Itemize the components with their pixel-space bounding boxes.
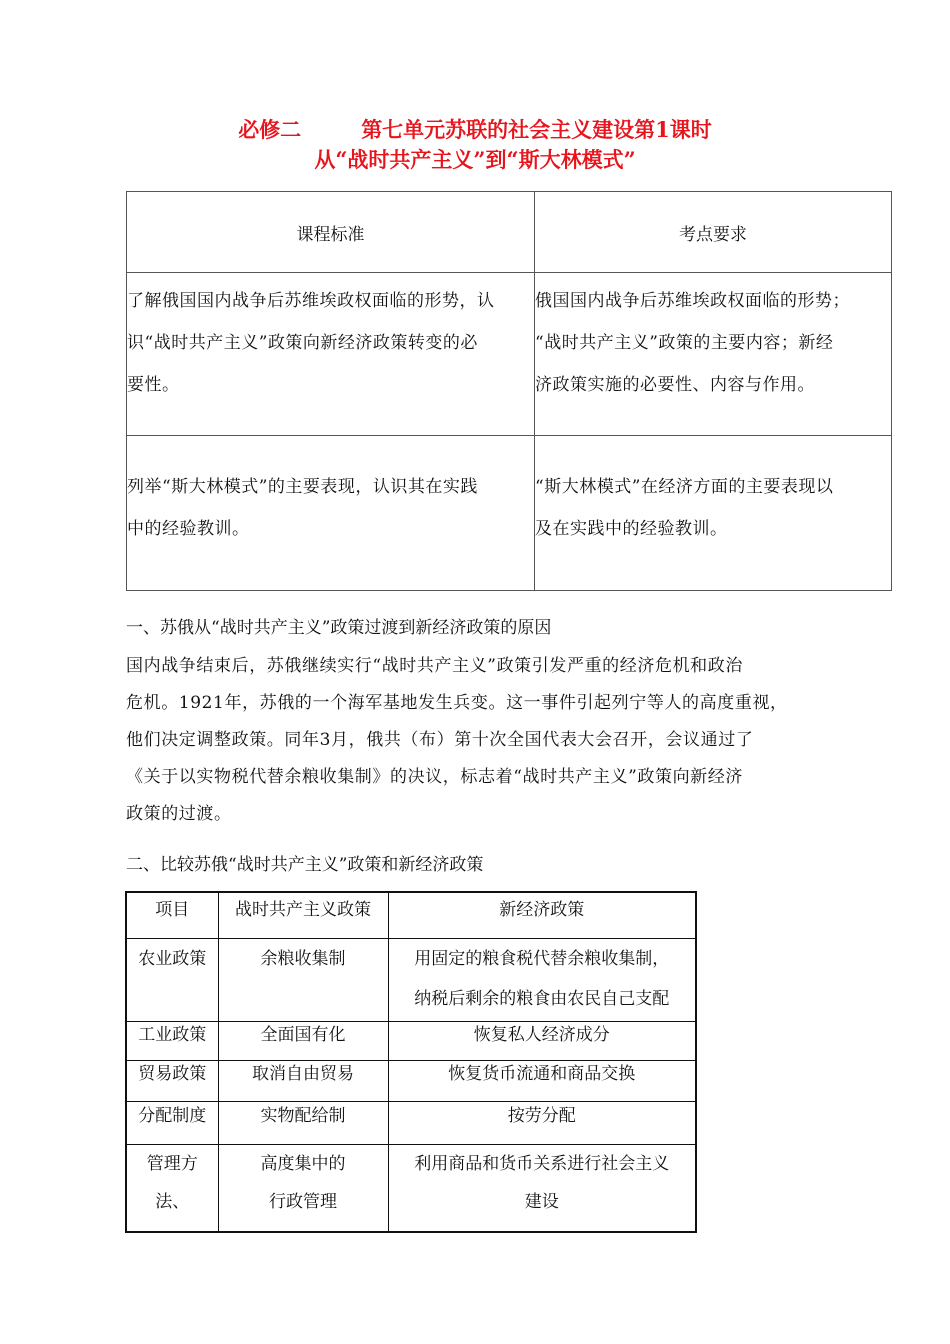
nep-line: 纳税后剩余的粮食由农民自己支配	[414, 989, 670, 1009]
paragraph-line: 危机。1921年，苏俄的一个海军基地发生兵变。这一事件引起列宁等人的高度重视，	[126, 693, 788, 713]
nep-line: 利用商品和货币关系进行社会主义	[414, 1154, 670, 1174]
row-item: 贸易政策	[126, 1061, 218, 1102]
section1-paragraph	[126, 648, 826, 833]
comparison-table	[125, 891, 697, 1233]
row-war-communism: 取消自由贸易	[218, 1061, 388, 1102]
standards-header-requirement: 考点要求	[535, 192, 892, 273]
section1-heading: 一、苏俄从“战时共产主义”政策过渡到新经济政策的原因	[126, 618, 552, 638]
row-item: 分配制度	[126, 1102, 218, 1145]
paragraph-line: 国内战争结束后，苏俄继续实行“战时共产主义”政策引发严重的经济危机和政治	[126, 656, 743, 676]
standards-header-row	[127, 192, 892, 273]
requirement-text-line: 俄国国内战争后苏维埃政权面临的形势；	[535, 291, 850, 311]
standards-cell-standard	[127, 436, 535, 591]
requirement-text-line: “斯大林模式”在经济方面的主要表现以	[535, 477, 834, 497]
row-war-communism	[218, 1145, 388, 1233]
document-title-line1	[0, 115, 950, 145]
standards-row	[127, 436, 892, 591]
row-item: 工业政策	[126, 1022, 218, 1061]
standards-header-standard: 课程标准	[127, 192, 535, 273]
row-nep: 按劳分配	[388, 1102, 696, 1145]
standards-cell-standard	[127, 273, 535, 436]
nep-line: 用固定的粮食税代替余粮收集制，	[414, 949, 670, 969]
comparison-row	[126, 1145, 696, 1233]
war-line: 高度集中的	[260, 1154, 346, 1174]
row-war-communism: 余粮收集制	[218, 939, 388, 1022]
paragraph-line: 政策的过渡。	[126, 804, 232, 824]
standards-text-line: 列举“斯大林模式”的主要表现，认识其在实践	[127, 477, 478, 497]
header-nep: 新经济政策	[388, 892, 696, 939]
standards-cell-requirement	[535, 273, 892, 436]
item-line: 管理方	[146, 1154, 198, 1174]
row-war-communism: 全面国有化	[218, 1022, 388, 1061]
comparison-row	[126, 1102, 696, 1145]
standards-text-line: 了解俄国国内战争后苏维埃政权面临的形势，认	[127, 291, 495, 311]
comparison-row	[126, 1061, 696, 1102]
row-nep	[388, 939, 696, 1022]
comparison-header-row	[126, 892, 696, 939]
header-item: 项目	[126, 892, 218, 939]
standards-table	[126, 191, 892, 591]
requirement-text-line: “战时共产主义”政策的主要内容；新经	[535, 333, 834, 353]
standards-text-line: 中的经验教训。	[127, 519, 250, 539]
section2-heading: 二、比较苏俄“战时共产主义”政策和新经济政策	[126, 855, 484, 875]
war-line: 行政管理	[269, 1192, 337, 1212]
comparison-row	[126, 1022, 696, 1061]
row-war-communism: 实物配给制	[218, 1102, 388, 1145]
title-course: 必修二	[238, 117, 302, 142]
standards-row	[127, 273, 892, 436]
paragraph-line: 他们决定调整政策。同年3月，俄共（布）第十次全国代表大会召开，会议通过了	[126, 730, 754, 750]
comparison-row	[126, 939, 696, 1022]
requirement-text-line: 及在实践中的经验教训。	[535, 519, 728, 539]
standards-cell-requirement	[535, 436, 892, 591]
row-item: 农业政策	[126, 939, 218, 1022]
row-nep	[388, 1145, 696, 1233]
standards-text-line: 识“战时共产主义”政策向新经济政策转变的必	[127, 333, 478, 353]
header-war-communism: 战时共产主义政策	[218, 892, 388, 939]
requirement-text-line: 济政策实施的必要性、内容与作用。	[535, 375, 815, 395]
document-title-line2: 从“战时共产主义”到“斯大林模式”	[314, 147, 636, 172]
title-unit: 第七单元苏联的社会主义建设第1课时	[361, 117, 712, 142]
item-line: 法、	[155, 1192, 190, 1212]
row-nep: 恢复货币流通和商品交换	[388, 1061, 696, 1102]
paragraph-line: 《关于以实物税代替余粮收集制》的决议，标志着“战时共产主义”政策向新经济	[126, 767, 743, 787]
row-nep: 恢复私人经济成分	[388, 1022, 696, 1061]
row-item	[126, 1145, 218, 1233]
standards-text-line: 要性。	[127, 375, 180, 395]
nep-line: 建设	[524, 1192, 559, 1212]
